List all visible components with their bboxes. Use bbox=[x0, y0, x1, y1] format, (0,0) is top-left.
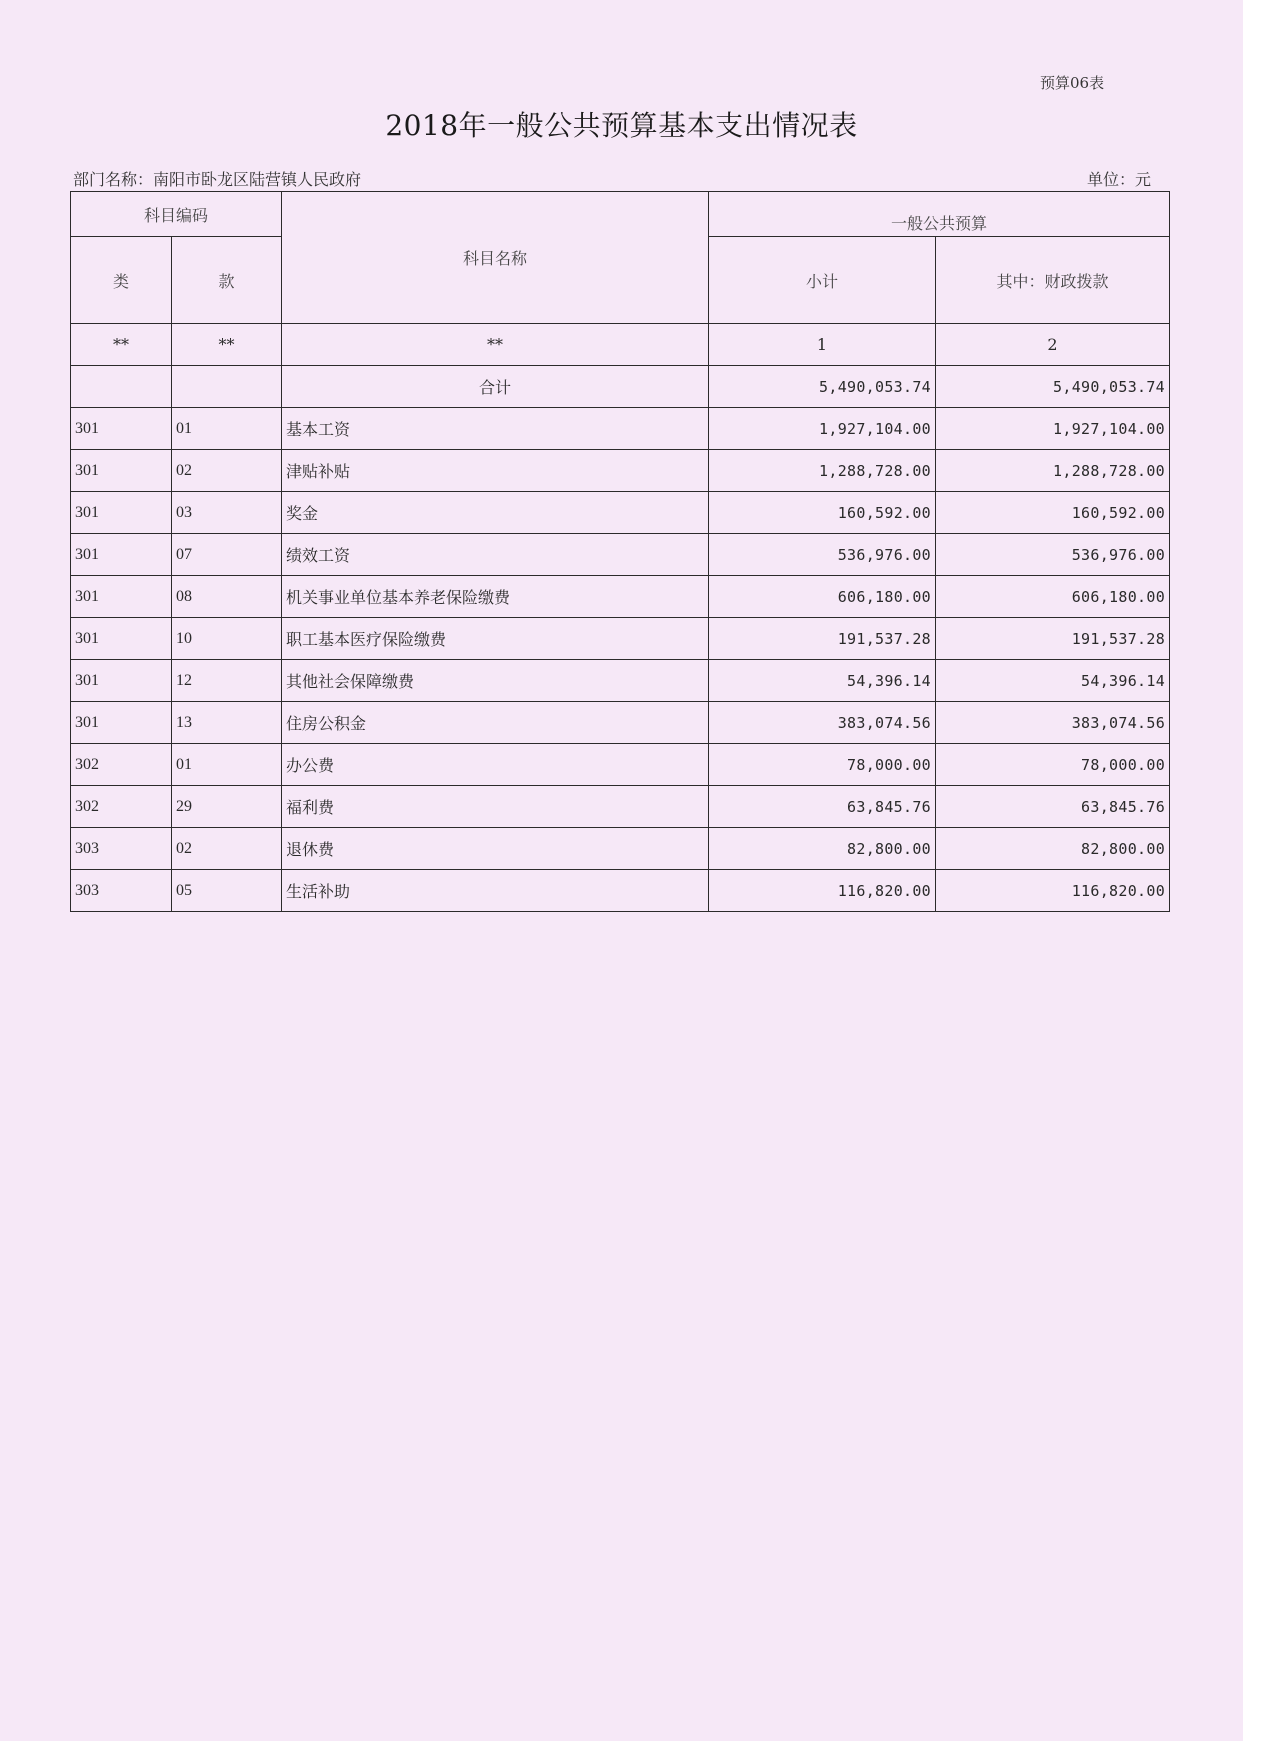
index-cell: ** bbox=[172, 324, 282, 366]
name-cell: 其他社会保障缴费 bbox=[282, 660, 709, 702]
fiscal-cell: 116,820.00 bbox=[936, 870, 1170, 912]
index-cell: 2 bbox=[936, 324, 1170, 366]
fiscal-cell: 606,180.00 bbox=[936, 576, 1170, 618]
subtotal-cell: 116,820.00 bbox=[709, 870, 936, 912]
table-row bbox=[71, 408, 1170, 450]
name-cell: 福利费 bbox=[282, 786, 709, 828]
subtotal-cell: 1,927,104.00 bbox=[709, 408, 936, 450]
subtotal-cell: 383,074.56 bbox=[709, 702, 936, 744]
header-budget-group: 一般公共预算 bbox=[709, 192, 1170, 237]
header-subtotal: 小计 bbox=[709, 237, 936, 324]
subtotal-cell: 160,592.00 bbox=[709, 492, 936, 534]
subtotal-cell: 1,288,728.00 bbox=[709, 450, 936, 492]
category-cell: 301 bbox=[71, 660, 172, 702]
item-cell: 03 bbox=[172, 492, 282, 534]
table-row bbox=[71, 660, 1170, 702]
subtotal-cell: 63,845.76 bbox=[709, 786, 936, 828]
total-subtotal: 5,490,053.74 bbox=[709, 366, 936, 408]
table-row bbox=[71, 786, 1170, 828]
name-cell: 住房公积金 bbox=[282, 702, 709, 744]
item-cell: 07 bbox=[172, 534, 282, 576]
table-row bbox=[71, 576, 1170, 618]
header-name: 科目名称 bbox=[282, 192, 709, 324]
name-cell: 绩效工资 bbox=[282, 534, 709, 576]
index-cell: ** bbox=[282, 324, 709, 366]
total-item-cell bbox=[172, 366, 282, 408]
name-cell: 基本工资 bbox=[282, 408, 709, 450]
name-cell: 退休费 bbox=[282, 828, 709, 870]
name-cell: 办公费 bbox=[282, 744, 709, 786]
table-row bbox=[71, 828, 1170, 870]
page-title: 2018年一般公共预算基本支出情况表 bbox=[385, 109, 858, 142]
name-cell: 生活补助 bbox=[282, 870, 709, 912]
name-cell: 津贴补贴 bbox=[282, 450, 709, 492]
category-cell: 301 bbox=[71, 450, 172, 492]
fiscal-cell: 78,000.00 bbox=[936, 744, 1170, 786]
table-row bbox=[71, 618, 1170, 660]
header-fiscal: 其中：财政拨款 bbox=[936, 237, 1170, 324]
fiscal-cell: 63,845.76 bbox=[936, 786, 1170, 828]
item-cell: 29 bbox=[172, 786, 282, 828]
category-cell: 303 bbox=[71, 870, 172, 912]
budget-table bbox=[70, 191, 1170, 912]
subtotal-cell: 82,800.00 bbox=[709, 828, 936, 870]
form-number: 预算06表 bbox=[1040, 74, 1105, 92]
category-cell: 301 bbox=[71, 534, 172, 576]
item-cell: 10 bbox=[172, 618, 282, 660]
subtotal-cell: 536,976.00 bbox=[709, 534, 936, 576]
category-cell: 301 bbox=[71, 576, 172, 618]
category-cell: 301 bbox=[71, 408, 172, 450]
index-cell: 1 bbox=[709, 324, 936, 366]
total-label: 合计 bbox=[282, 366, 709, 408]
table-row bbox=[71, 534, 1170, 576]
table-row bbox=[71, 450, 1170, 492]
subtotal-cell: 54,396.14 bbox=[709, 660, 936, 702]
header-row-1 bbox=[71, 192, 1170, 237]
item-cell: 12 bbox=[172, 660, 282, 702]
fiscal-cell: 1,927,104.00 bbox=[936, 408, 1170, 450]
item-cell: 01 bbox=[172, 408, 282, 450]
fiscal-cell: 160,592.00 bbox=[936, 492, 1170, 534]
header-category: 类 bbox=[71, 237, 172, 324]
category-cell: 302 bbox=[71, 786, 172, 828]
unit-label: 单位：元 bbox=[1087, 170, 1152, 189]
table-row bbox=[71, 492, 1170, 534]
subtotal-cell: 191,537.28 bbox=[709, 618, 936, 660]
table-row bbox=[71, 744, 1170, 786]
name-cell: 职工基本医疗保险缴费 bbox=[282, 618, 709, 660]
name-cell: 机关事业单位基本养老保险缴费 bbox=[282, 576, 709, 618]
name-cell: 奖金 bbox=[282, 492, 709, 534]
department-label: 部门名称：南阳市卧龙区陆营镇人民政府 bbox=[73, 170, 362, 189]
header-item: 款 bbox=[172, 237, 282, 324]
category-cell: 301 bbox=[71, 618, 172, 660]
fiscal-cell: 191,537.28 bbox=[936, 618, 1170, 660]
item-cell: 02 bbox=[172, 828, 282, 870]
index-cell: ** bbox=[71, 324, 172, 366]
item-cell: 01 bbox=[172, 744, 282, 786]
item-cell: 13 bbox=[172, 702, 282, 744]
fiscal-cell: 536,976.00 bbox=[936, 534, 1170, 576]
fiscal-cell: 1,288,728.00 bbox=[936, 450, 1170, 492]
table-row bbox=[71, 870, 1170, 912]
item-cell: 02 bbox=[172, 450, 282, 492]
category-cell: 303 bbox=[71, 828, 172, 870]
total-category-cell bbox=[71, 366, 172, 408]
header-code-group: 科目编码 bbox=[71, 192, 282, 237]
subtotal-cell: 606,180.00 bbox=[709, 576, 936, 618]
item-cell: 05 bbox=[172, 870, 282, 912]
fiscal-cell: 82,800.00 bbox=[936, 828, 1170, 870]
fiscal-cell: 54,396.14 bbox=[936, 660, 1170, 702]
table-row bbox=[71, 702, 1170, 744]
fiscal-cell: 383,074.56 bbox=[936, 702, 1170, 744]
category-cell: 301 bbox=[71, 702, 172, 744]
index-row bbox=[71, 324, 1170, 366]
item-cell: 08 bbox=[172, 576, 282, 618]
total-fiscal: 5,490,053.74 bbox=[936, 366, 1170, 408]
subtotal-cell: 78,000.00 bbox=[709, 744, 936, 786]
total-row bbox=[71, 366, 1170, 408]
category-cell: 301 bbox=[71, 492, 172, 534]
category-cell: 302 bbox=[71, 744, 172, 786]
